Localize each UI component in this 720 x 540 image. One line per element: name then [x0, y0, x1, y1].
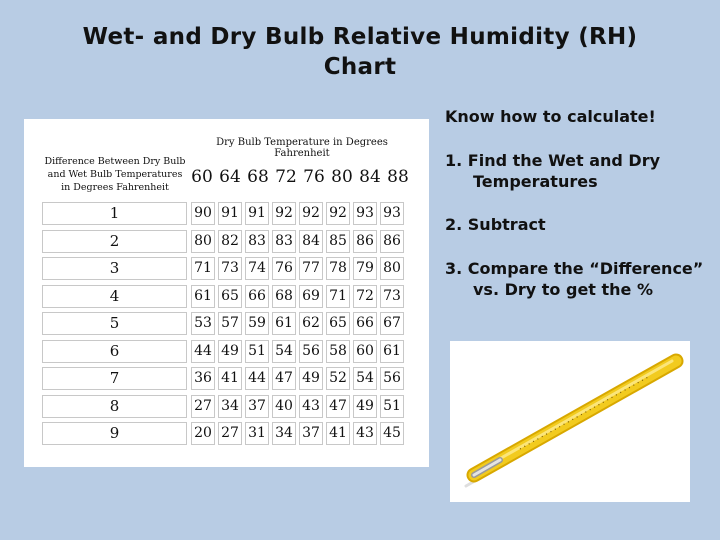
difference-cell: 8: [42, 395, 187, 418]
rh-value-cell: 74: [245, 257, 269, 280]
table-row: [42, 230, 407, 253]
rh-value-cell: 40: [272, 395, 296, 418]
temperature-header-cell: 80: [331, 167, 353, 187]
temperature-header-row: [190, 163, 414, 191]
rh-value-cell: 73: [218, 257, 242, 280]
difference-header-line: Difference Between Dry Bulb: [44, 156, 186, 167]
difference-cell: 5: [42, 312, 187, 335]
rh-value-cell: 37: [299, 422, 323, 445]
temperature-header-cell: 76: [303, 167, 325, 187]
rh-value-cell: 47: [272, 367, 296, 390]
temperature-header-cell: 64: [219, 167, 241, 187]
rh-value-cell: 34: [218, 395, 242, 418]
rh-value-cell: 91: [245, 202, 269, 225]
rh-value-cell: 27: [218, 422, 242, 445]
rh-value-cell: 92: [272, 202, 296, 225]
difference-header-line: and Wet Bulb Temperatures: [47, 169, 183, 180]
rh-value-cell: 83: [272, 230, 296, 253]
rh-value-cell: 53: [191, 312, 215, 335]
temperature-header-cell: 84: [359, 167, 381, 187]
rh-value-cell: 60: [353, 340, 377, 363]
rh-value-cell: 59: [245, 312, 269, 335]
difference-header-line: in Degrees Fahrenheit: [61, 182, 169, 193]
difference-cell: 3: [42, 257, 187, 280]
rh-value-cell: 68: [272, 285, 296, 308]
rh-value-cell: 90: [191, 202, 215, 225]
table-row: [42, 340, 407, 363]
rh-value-cell: 77: [299, 257, 323, 280]
dry-bulb-header: Dry Bulb Temperature in Degrees Fahrenheit: [216, 137, 388, 159]
temperature-header-cell: 72: [275, 167, 297, 187]
table-row: [42, 312, 407, 335]
rh-value-cell: 43: [299, 395, 323, 418]
rh-value-cell: 20: [191, 422, 215, 445]
rh-value-cell: 83: [245, 230, 269, 253]
table-row: [42, 285, 407, 308]
temperature-header-cell: 60: [191, 167, 213, 187]
rh-value-cell: 51: [245, 340, 269, 363]
rh-value-cell: 92: [326, 202, 350, 225]
table-row: [42, 367, 407, 390]
step-1: 1. Find the Wet and Dry Temperatures: [445, 151, 661, 191]
rh-value-cell: 47: [326, 395, 350, 418]
rh-value-cell: 65: [326, 312, 350, 335]
rh-value-cell: 36: [191, 367, 215, 390]
rh-value-cell: 65: [218, 285, 242, 308]
rh-value-cell: 66: [353, 312, 377, 335]
rh-value-cell: 56: [299, 340, 323, 363]
title-line-1: Wet- and Dry Bulb Relative Humidity (RH): [82, 24, 638, 50]
rh-value-cell: 44: [191, 340, 215, 363]
rh-value-cell: 54: [353, 367, 377, 390]
rh-value-cell: 71: [326, 285, 350, 308]
difference-cell: 7: [42, 367, 187, 390]
difference-cell: 9: [42, 422, 187, 445]
rh-value-cell: 92: [299, 202, 323, 225]
rh-value-cell: 61: [191, 285, 215, 308]
difference-cell: 4: [42, 285, 187, 308]
rh-value-cell: 66: [245, 285, 269, 308]
table-row: [42, 202, 407, 225]
rh-value-cell: 56: [380, 367, 404, 390]
title-line-2: Chart: [323, 54, 397, 80]
difference-header: [42, 155, 188, 194]
slide-title: [0, 22, 720, 82]
temperature-header-cell: 68: [247, 167, 269, 187]
table-row: [42, 257, 407, 280]
rh-value-cell: 54: [272, 340, 296, 363]
rh-value-cell: 41: [326, 422, 350, 445]
rh-value-cell: 79: [353, 257, 377, 280]
rh-value-cell: 41: [218, 367, 242, 390]
rh-value-cell: 71: [191, 257, 215, 280]
rh-value-cell: 69: [299, 285, 323, 308]
step-2: 2. Subtract: [445, 215, 546, 234]
rh-value-cell: 84: [299, 230, 323, 253]
rh-value-cell: 91: [218, 202, 242, 225]
rh-value-cell: 86: [380, 230, 404, 253]
rh-value-cell: 72: [353, 285, 377, 308]
rh-value-cell: 49: [299, 367, 323, 390]
rh-value-cell: 80: [191, 230, 215, 253]
rh-value-cell: 31: [245, 422, 269, 445]
rh-value-cell: 67: [380, 312, 404, 335]
rh-value-cell: 43: [353, 422, 377, 445]
difference-cell: 2: [42, 230, 187, 253]
rh-value-cell: 62: [299, 312, 323, 335]
rh-value-cell: 93: [380, 202, 404, 225]
rh-value-cell: 37: [245, 395, 269, 418]
rh-value-cell: 51: [380, 395, 404, 418]
rh-value-cell: 61: [380, 340, 404, 363]
rh-value-cell: 34: [272, 422, 296, 445]
rh-value-cell: 45: [380, 422, 404, 445]
table-row: [42, 422, 407, 445]
rh-value-cell: 76: [272, 257, 296, 280]
know-heading: Know how to calculate!: [445, 107, 656, 126]
rh-value-cell: 93: [353, 202, 377, 225]
table-row: [42, 395, 407, 418]
rh-value-cell: 80: [380, 257, 404, 280]
rh-value-cell: 52: [326, 367, 350, 390]
rh-value-cell: 82: [218, 230, 242, 253]
rh-value-cell: 85: [326, 230, 350, 253]
rh-value-cell: 61: [272, 312, 296, 335]
rh-value-cell: 58: [326, 340, 350, 363]
rh-value-cell: 49: [353, 395, 377, 418]
rh-value-cell: 49: [218, 340, 242, 363]
thermometer-image: [450, 341, 690, 502]
step-3: 3. Compare the “Difference” vs. Dry to get the %: [445, 259, 704, 299]
rh-value-cell: 86: [353, 230, 377, 253]
rh-chart-table: [24, 119, 429, 467]
temperature-header-cell: 88: [387, 167, 409, 187]
rh-value-cell: 78: [326, 257, 350, 280]
rh-value-cell: 73: [380, 285, 404, 308]
difference-cell: 1: [42, 202, 187, 225]
rh-value-cell: 57: [218, 312, 242, 335]
thermometer-icon: [450, 341, 690, 502]
rh-value-cell: 27: [191, 395, 215, 418]
rh-value-cell: 44: [245, 367, 269, 390]
difference-cell: 6: [42, 340, 187, 363]
